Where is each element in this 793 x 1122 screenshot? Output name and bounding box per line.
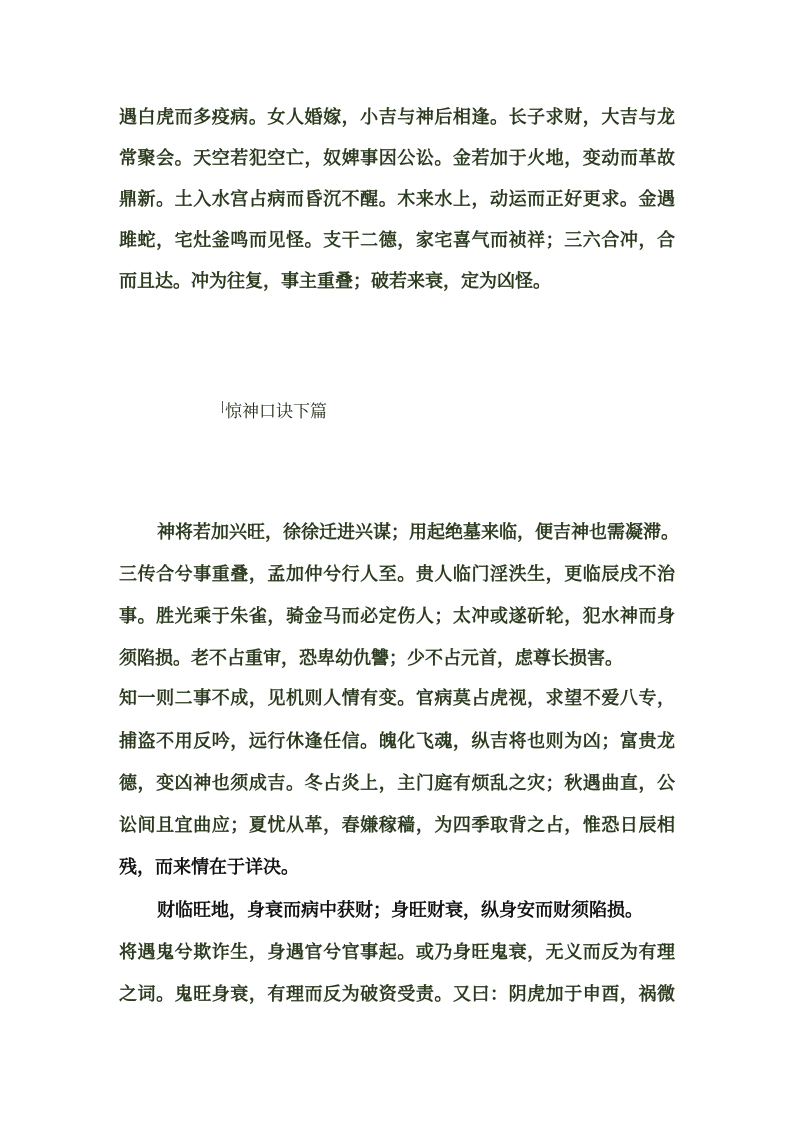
- text-line: 神将若加兴旺，徐徐迁进兴谋；用起绝墓来临，便吉神也需凝滞。: [157, 522, 679, 543]
- text-line: 残，而来情在于详决。: [119, 857, 299, 878]
- text-line: 德，变凶神也须成吉。冬占炎上，主门庭有烦乱之灾；秋遇曲直，公: [119, 773, 675, 794]
- text-line: 鼎新。土入水宫占病而昏沉不醒。木来水上，动运而正好更求。金遇: [119, 189, 675, 210]
- text-line: 须陷损。老不占重审，恐卑幼仇讐；少不占元首，虑尊长损害。: [119, 648, 623, 669]
- text-line: 将遇鬼兮欺诈生，身遇官兮官事起。或乃身旺鬼衰，无义而反为有理: [119, 942, 675, 963]
- section-title: [222, 401, 327, 422]
- text-cursor-mark: [222, 401, 223, 413]
- text-line: 事。胜光乘于朱雀，骑金马而必定伤人；太冲或遂斫轮，犯水神而身: [119, 606, 675, 627]
- text-line: 常聚会。天空若犯空亡，奴婢事因公讼。金若加于火地，变动而革故: [119, 148, 675, 169]
- text-line: 之词。鬼旺身衰，有理而反为破资受责。又曰：阴虎加于申酉，祸微: [119, 984, 675, 1005]
- text-line: 知一则二事不成，见机则人情有变。官病莫占虎视，求望不爱八专，: [119, 688, 675, 709]
- section-title-text: 惊神口诀下篇: [225, 402, 327, 422]
- text-line: 捕盗不用反吟，远行休逢任信。魄化飞魂，纵吉将也则为凶；富贵龙: [119, 731, 675, 752]
- text-line: 财临旺地，身衰而病中获财；身旺财衰，纵身安而财须陷损。: [157, 900, 643, 921]
- text-line: 三传合兮事重叠，孟加仲兮行人至。贵人临门淫泆生，更临辰戌不治: [119, 564, 675, 585]
- text-line: 讼间且宜曲应；夏忧从革，春嫌稼穑，为四季取背之占，惟恐日辰相: [119, 815, 675, 836]
- text-line: 遇白虎而多疫病。女人婚嫁，小吉与神后相逢。长子求财，大吉与龙: [119, 107, 675, 128]
- text-line: 而且达。冲为往复，事主重叠；破若来衰，定为凶怪。: [119, 271, 551, 292]
- text-line: 雎蛇，宅灶釜鸣而见怪。支干二德，家宅喜气而祯祥；三六合冲，合: [119, 230, 675, 251]
